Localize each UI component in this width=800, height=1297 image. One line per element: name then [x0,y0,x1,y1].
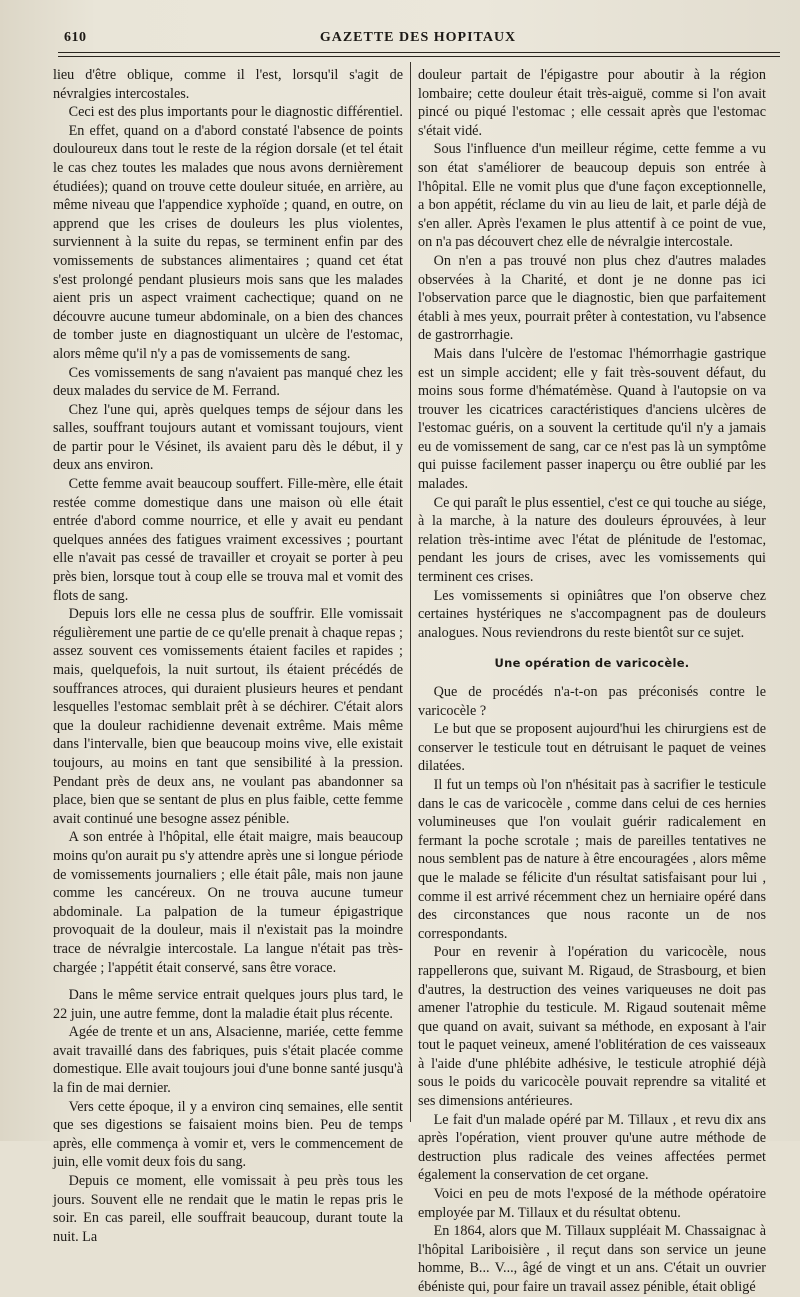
page-header [58,28,778,50]
paragraph: lieu d'être oblique, comme il l'est, lorsqu'il s'agit de névralgies intercostales. [53,67,403,102]
paragraph: Le fait d'un malade opéré par M. Tillaux , et revu dix ans après l'opération, vient prouver qu'une autre méthode de destruction plus radicale des veines affectées permet également la conservation de cet organe. [418,1111,766,1184]
paragraph: Dans le même service entrait quelques jours plus tard, le 22 juin, une autre femme, dont la maladie était plus récente. [53,987,403,1022]
paragraph: Pour en revenir à l'opération du varicocèle, nous rappellerons que, suivant M. Rigaud, de Strasbourg, et bien d'autres, la destruction des veines variqueuses ne doit pas amener l'atrophie du testicule. M. Rigaud soutenait même que quand on avait, suivant sa méthode, en exposant à l'air tout le paquet veineux, amené l'oblitération de ces vaisseaux à l'aide d'une phlébite adhésive, le testicule atrophié déjà sous le poids du varicocèle pouvait reprendre sa vitalité et ses dimensions antérieures. [418,944,766,1110]
section-heading: Une opération de varicocèle. [494,656,690,671]
paragraph: En effet, quand on a d'abord constaté l'absence de points douloureux dans tout le reste de la région dorsale (et tel était le cas chez toutes les malades que nous avons dernièrement étudiées); quand on trouve cette douleur située, en arrière, au même niveau que l'appendice xyphoïde ; quand, en outre, on apprend que les crises de douleurs les plus violentes, surviennent à la suite du repas, se terminent enfin par des vomissements de substances alimentaires ; quand cet état s'est prolongé pendant plusieurs mois sans que les malades aient pris un aspect vraiment cachectique; quand on ne découvre aucune tumeur abdominale, on a bien des chances de tomber juste en diagnostiquant un ulcère de l'estomac, alors même qu'il n'y a pas de vomissements de sang. [53,122,403,362]
paragraph: Chez l'une qui, après quelques temps de séjour dans les salles, souffrant toujours autant et vomissant toujours, vient de partir pour le Vésinet, ils avaient paru dès le début, il y deux ans environ. [53,401,403,474]
paragraph: Mais dans l'ulcère de l'estomac l'hémorrhagie gastrique est un simple accident; elle y fait très-souvent défaut, du moins sous forme d'hématémèse. Quand à l'autopsie on va trouver les cicatrices caractéristiques d'anciens ulcères de l'estomac guéris, on a souvent la certitude qu'il n'y a jamais eu de vomissement de sang, car ce n'est pas là un symptôme qui puisse facilement passer inaperçu ou être oublié par les malades. [418,345,766,493]
right-column [418,66,766,1295]
paragraph: Depuis lors elle ne cessa plus de souffrir. Elle vomissait régulièrement une partie de ce qu'elle prenait à chaque repas ; assez souvent ces vomissements étaient faciles et rapides ; mais, quelquefois, la nuit surtout, ils étaient précédés de souffrances atroces, qui duraient plusieurs heures et pendant lesquelles l'estomac semblait prêt à se déchirer. C'était alors que la douleur rachidienne devenait extrême. Mais même dans l'intervalle, bien que beaucoup moins vive, elle existait toujours, au moins en tant que sensibilité à la pression. Pendant près de deux ans, ne voulant pas abandonner sa place, bien que se sentant de plus en plus faible, cette femme avait continué une besogne assez pénible. [53,606,403,827]
header-rule-double [58,56,780,57]
header-rule [58,52,780,53]
paragraph: douleur partait de l'épigastre pour aboutir à la région lombaire; cette douleur était très-aiguë, comme si l'on avait pincé ou piqué l'estomac ; elle cessait après que l'estomac s'était vidé. [418,67,766,139]
column-divider [410,62,411,1122]
paragraph: A son entrée à l'hôpital, elle était maigre, mais beaucoup moins qu'on aurait pu s'y attendre après une si longue période de vomissements journaliers ; elle était pâle, mais non jaune comme les cancéreux. On ne trouva aucune tumeur abdominale. La palpation de la tumeur épigastrique provoquait de la douleur, mais il n'existait pas la moindre trace de névralgie intercostale. La langue n'était pas très-chargée ; l'appétit était conservé, sans être vorace. [53,829,403,976]
paragraph: Ce qui paraît le plus essentiel, c'est ce qui touche au siége, à la marche, à la nature des douleurs éprouvées, à leur relation très-intime avec l'état de plénitude de l'estomac, pendant les jours de crises, avec les vomissements qui terminent ces crises. [418,494,766,586]
page-number: 610 [64,30,87,45]
paragraph: Ces vomissements de sang n'avaient pas manqué chez les deux malades du service de M. Ferrand. [53,364,403,400]
paragraph: Sous l'influence d'un meilleur régime, cette femme a vu son état s'améliorer de beaucoup depuis son entrée à l'hôpital. Elle ne vomit plus que d'une façon exceptionnelle, a bon appétit, réclame du vin au lieu de lait, et parle déjà de s'en aller. Après l'examen le plus attentif à ce point de vue, on n'a pas découvert chez elle de névralgie intercostale. [418,141,766,251]
paragraph: Vers cette époque, il y a environ cinq semaines, elle sentit que ses digestions se faisaient moins bien. Peu de temps après, elle commença à vomir et, vers le commencement de juin, elle vomit deux fois du sang. [53,1098,403,1171]
paragraph: Ceci est des plus importants pour le diagnostic différentiel. [68,104,403,121]
paragraph: Depuis ce moment, elle vomissait à peu près tous les jours. Souvent elle ne rendait que le matin le repas pris le soir. En cas pareil, elle souffrait beaucoup, durant toute la nuit. La [53,1173,403,1245]
paragraph: Le but que se proposent aujourd'hui les chirurgiens est de conserver le testicule tout en détruisant le paquet de veines dilatées. [418,721,766,775]
journal-title: GAZETTE DES HOPITAUX [319,30,517,45]
paragraph: Que de procédés n'a-t-on pas préconisés contre le varicocèle ? [418,684,766,719]
paragraph: En 1864, alors que M. Tillaux suppléait M. Chassaignac à l'hôpital Lariboisière , il reçut dans son service un jeune homme, B... V..., âgé de vingt et un ans. C'était un ouvrier ébéniste qui, pour faire un travail assez pénible, était obligé [418,1223,766,1295]
left-column [53,66,403,1245]
paragraph: Il fut un temps où l'on n'hésitait pas à sacrifier le testicule dans le cas de varicocèle , comme dans celui de ces hernies volumineuses que l'on voulait guérir radicalement en fermant la poche scrotale ; mais de pareilles tentatives ne nous semblent pas de nature à être encouragées , alors même que le malade se félicite d'un résultat satisfaisant pour lui , comme il est arrivé récemment chez un herniaire opéré dans des circonstances que nous raconte un de nos correspondants. [418,776,766,942]
paragraph: Cette femme avait beaucoup souffert. Fille-mère, elle était restée comme domestique dans une maison où elle était entrée d'abord comme nourrice, et elle y avait eu pendant quelques années des fatigues vraiment excessives ; pourtant elle n'avait pas cessé de travailler et croyait se porter à peu près bien, lorsque tout à coup elle se trouva mal et vomit des flots de sang. [53,476,403,604]
paragraph: Les vomissements si opiniâtres que l'on observe chez certaines hystériques ne s'accompagnent pas de douleurs analogues. Nous reviendrons du reste bientôt sur ce sujet. [418,587,766,641]
paragraph: Agée de trente et un ans, Alsacienne, mariée, cette femme avait travaillé dans des fabriques, puis s'était placée comme domestique. Elle avait toujours joui d'une bonne santé jusqu'à la fin de mai dernier. [53,1024,403,1097]
paragraph: On n'en a pas trouvé non plus chez d'autres malades observées à la Charité, et dont je ne donne pas ici l'observation parce que le diagnostic, bien que parfaitement établi à mes yeux, pourrait prêter à contestation, vu l'absence de gastrorrhagie. [418,252,766,344]
paragraph: Voici en peu de mots l'exposé de la méthode opératoire employée par M. Tillaux et du résultat obtenu. [418,1186,766,1221]
